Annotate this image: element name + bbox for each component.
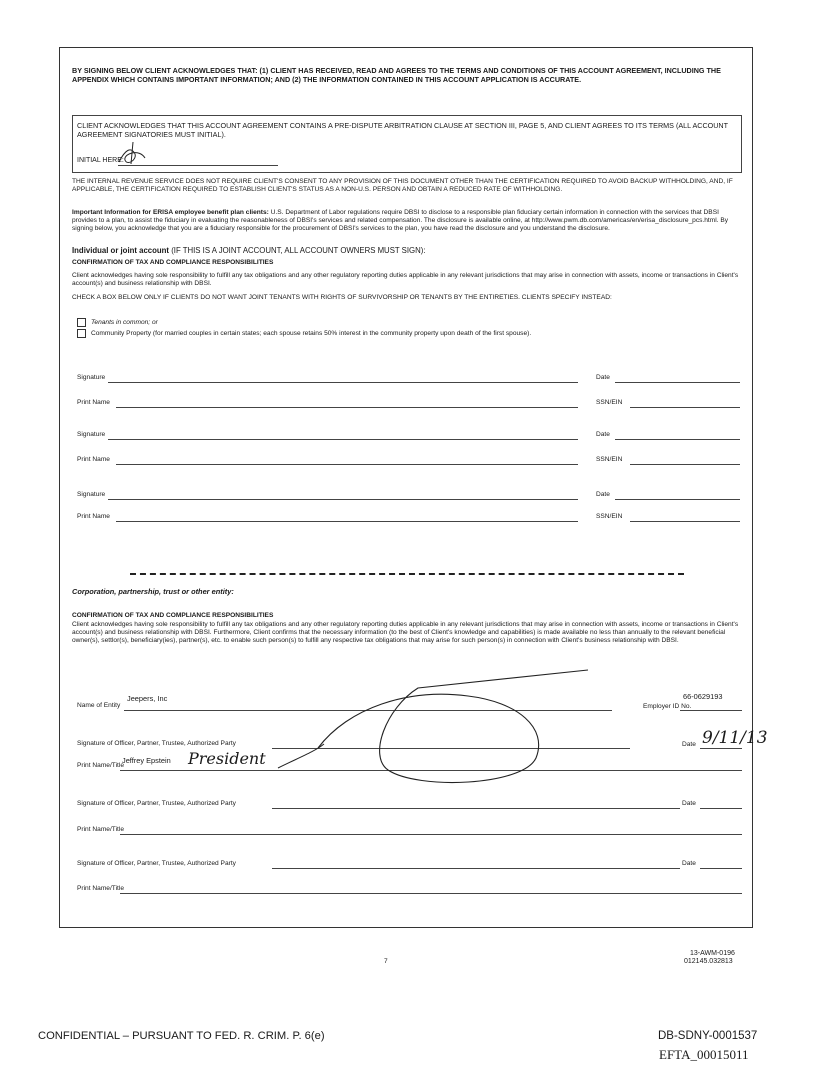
print-name-line[interactable] — [116, 464, 578, 465]
employer-id-value: 66-0629193 — [683, 692, 723, 701]
print-name-line[interactable] — [116, 407, 578, 408]
print-name-title-label: Print Name/Title — [77, 762, 125, 769]
form-version: 012145.032813 — [684, 958, 733, 965]
signature-label: Signature — [77, 374, 106, 381]
handwritten-date: 9/11/13 — [702, 728, 768, 748]
ssn-label: SSN/EIN — [596, 399, 623, 406]
printed-name: Jeffrey Epstein — [122, 756, 171, 765]
checkbox-intro: CHECK A BOX BELOW ONLY IF CLIENTS DO NOT WANT JOINT TENANTS WITH RIGHTS OF SURVIVORSHIP OR TENANTS BY THE ENTIRETIES. CLIENTS SPECIFY INSTEAD: — [72, 294, 612, 301]
corporate-tax-text: Client acknowledges having sole responsibility to fulfill any tax obligations and any other regulatory reporting duties applicable in any relevant jurisdictions that may arise in connection with assets, income or transactions in Client's account(s) and business relationship with DBSI. Furthermore, Client confirms that the necessary information (to the best of Client's knowledge and capabilities) is made available no less than annually to the relevant beneficial owner(s), settlor(s), beneficiary(ies), partner(s), etc. to enable such person(s) to fulfill any respective tax obligations that may arise for such person(s) in connection with Client's business relationship with DBSI. — [72, 621, 739, 644]
bates-number: DB-SDNY-0001537 — [658, 1030, 758, 1042]
acknowledgement-text: BY SIGNING BELOW CLIENT ACKNOWLEDGES THAT: (1) CLIENT HAS RECEIVED, READ AND AGREES TO THE TERMS AND CONDITIONS OF THIS ACCOUNT AGREEMENT, INCLUDING THE APPENDIX WHICH CONTAINS IMPORTANT INFORMATION; AND (2) THE INFORMATION CONTAINED IN THIS ACCOUNT APPLICATION IS ACCURATE. — [72, 66, 721, 84]
officer-signature — [268, 668, 598, 790]
community-property-checkbox[interactable] — [77, 329, 86, 338]
section-divider — [130, 573, 684, 575]
officer-date-label: Date — [682, 860, 696, 867]
ssn-label: SSN/EIN — [596, 456, 623, 463]
erisa-text: U.S. Department of Labor regulations require DBSI to disclose to a responsible plan fiduciary certain information in connection with the services that DBSI provides to a plan, to assist the fiduciary in evaluating the reasonableness of DBSI's services and related compensation. The disclosure is available online, at http://www.pwm.db.com/americas/en/erisa_disclosure_pcs.html. By signing below, you acknowledge that you are a fiduciary responsible for the procurement of DBSI's services to the plan, you have read the disclosure and you understand the disclosure. — [72, 209, 729, 232]
efta-number: EFTA_00015011 — [659, 1047, 749, 1062]
initial-label: INITIAL HERE: — [77, 157, 124, 164]
form-code: 13-AWM-0196 — [690, 950, 735, 957]
officer-signature-label: Signature of Officer, Partner, Trustee, Authorized Party — [77, 740, 236, 747]
officer-date-label: Date — [682, 741, 696, 748]
employer-id-label: Employer ID No. — [643, 703, 692, 710]
individual-heading — [72, 246, 742, 255]
ssn-line[interactable] — [630, 521, 740, 522]
erisa-paragraph — [72, 209, 742, 233]
entity-name: Jeepers, Inc — [127, 694, 168, 703]
individual-tax-text: Client acknowledges having sole responsibility to fulfill any tax obligations and any other regulatory reporting duties applicable in any relevant jurisdictions that may arise in connection with assets, income or transactions in Client's account(s) and business relationship with DBSI. — [72, 272, 739, 287]
officer-signature-line[interactable] — [272, 808, 680, 809]
page-number: 7 — [384, 958, 388, 965]
community-property-label: Community Property (for married couples in certain states; each spouse retains 50% interest in the community property upon death of the first spouse). — [91, 330, 532, 337]
corporate-tax-heading: CONFIRMATION OF TAX AND COMPLIANCE RESPONSIBILITIES — [72, 612, 274, 619]
arbitration-text: CLIENT ACKNOWLEDGES THAT THIS ACCOUNT AGREEMENT CONTAINS A PRE-DISPUTE ARBITRATION CLAUSE AT SECTION III, PAGE 5, AND CLIENT AGREES TO ITS TERMS (ALL ACCOUNT AGREEMENT SIGNATORIES MUST INITIAL). — [77, 121, 728, 139]
date-label: Date — [596, 491, 610, 498]
irs-notice: THE INTERNAL REVENUE SERVICE DOES NOT REQUIRE CLIENT'S CONSENT TO ANY PROVISION OF THIS DOCUMENT OTHER THAN THE CERTIFICATION REQUIRED TO AVOID BACKUP WITHHOLDING, AND, IF APPLICABLE, THE CERTIFICATION REQUIRED TO ESTABLISH CLIENT'S STATUS AS A NON-U.S. PERSON AND OBTAIN A REDUCED RATE OF WITHHOLDING. — [72, 178, 733, 193]
officer-date-line[interactable] — [700, 868, 742, 869]
print-name-line[interactable] — [116, 521, 578, 522]
individual-heading-note: (IF THIS IS A JOINT ACCOUNT, ALL ACCOUNT OWNERS MUST SIGN): — [169, 246, 426, 255]
corporate-heading: Corporation, partnership, trust or other entity: — [72, 587, 234, 596]
date-line[interactable] — [615, 382, 740, 383]
print-name-label: Print Name — [77, 513, 110, 520]
date-line[interactable] — [615, 499, 740, 500]
individual-heading-label: Individual or joint account — [72, 246, 170, 255]
signature-label: Signature — [77, 491, 106, 498]
print-name-title-label: Print Name/Title — [77, 885, 125, 892]
officer-date-label: Date — [682, 800, 696, 807]
signature-line[interactable] — [108, 439, 578, 440]
employer-id-line[interactable] — [680, 710, 742, 711]
confidential-notice: CONFIDENTIAL – PURSUANT TO FED. R. CRIM. P. 6(e) — [38, 1030, 325, 1042]
individual-tax-heading: CONFIRMATION OF TAX AND COMPLIANCE RESPONSIBILITIES — [72, 259, 274, 266]
signature-line[interactable] — [108, 499, 578, 500]
officer-signature-label: Signature of Officer, Partner, Trustee, Authorized Party — [77, 800, 236, 807]
ssn-line[interactable] — [630, 407, 740, 408]
date-line[interactable] — [615, 439, 740, 440]
erisa-lead: Important Information for ERISA employee benefit plan clients: — [72, 209, 269, 216]
date-label: Date — [596, 374, 610, 381]
handwritten-title: President — [188, 749, 266, 768]
ssn-label: SSN/EIN — [596, 513, 623, 520]
print-name-title-line[interactable] — [120, 893, 742, 894]
officer-signature-line[interactable] — [272, 868, 680, 869]
signature-line[interactable] — [108, 382, 578, 383]
officer-signature-label: Signature of Officer, Partner, Trustee, Authorized Party — [77, 860, 236, 867]
entity-label: Name of Entity — [77, 702, 121, 709]
tenants-in-common-checkbox[interactable] — [77, 318, 86, 327]
officer-date-line[interactable] — [700, 808, 742, 809]
signature-label: Signature — [77, 431, 106, 438]
print-name-title-line[interactable] — [120, 834, 742, 835]
date-label: Date — [596, 431, 610, 438]
print-name-label: Print Name — [77, 456, 110, 463]
print-name-title-label: Print Name/Title — [77, 826, 125, 833]
print-name-label: Print Name — [77, 399, 110, 406]
officer-date-line[interactable] — [700, 748, 742, 749]
ssn-line[interactable] — [630, 464, 740, 465]
tenants-in-common-label: Tenants in common; or — [91, 319, 158, 326]
initials-signature — [113, 140, 153, 176]
